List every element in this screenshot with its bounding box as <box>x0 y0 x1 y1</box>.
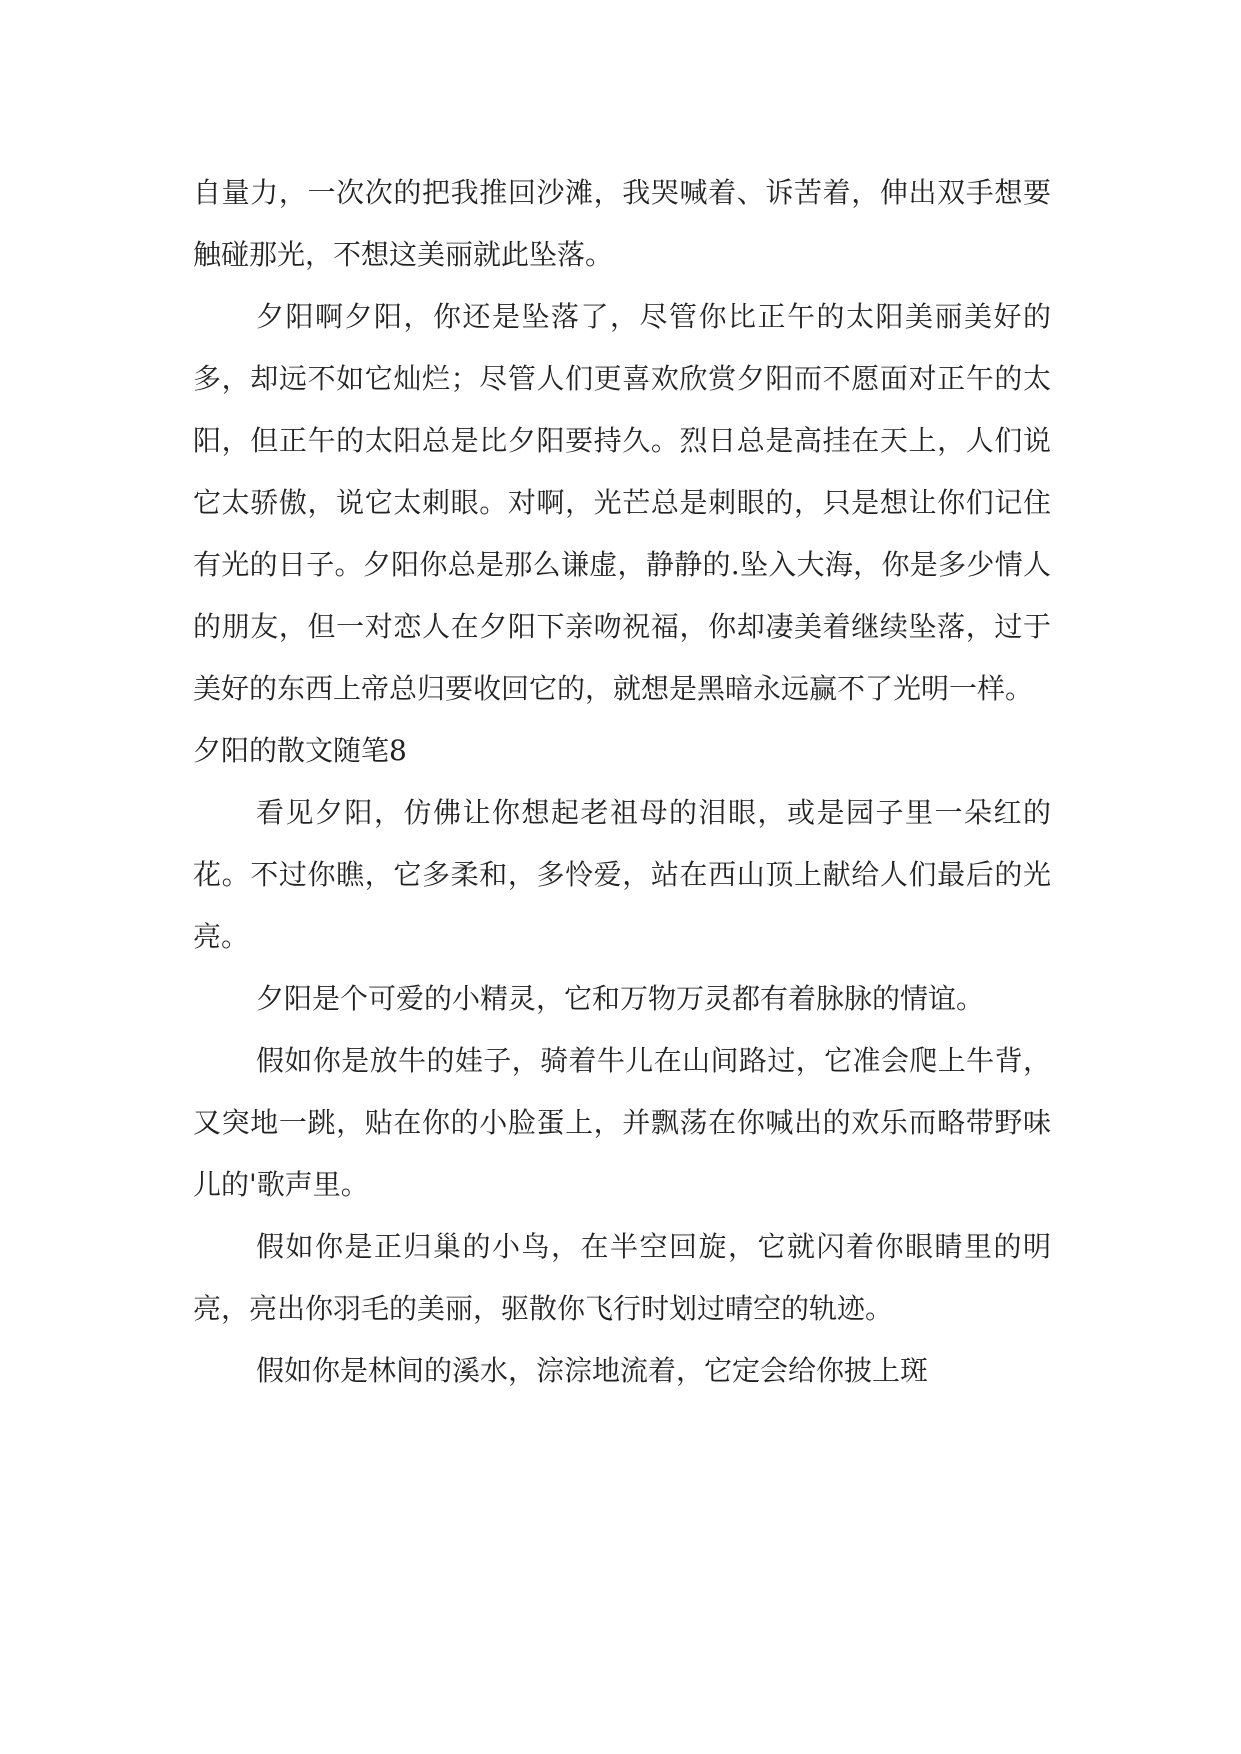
paragraph-4: 夕阳是个可爱的小精灵，它和万物万灵都有着脉脉的情谊。 <box>256 982 985 1015</box>
paragraph-2: 夕阳啊夕阳，你还是坠落了，尽管你比正午的太阳美丽美好的多，却远不如它灿烂；尽管人们更喜欢欣赏夕阳而不愿面对正午的太阳，但正午的太阳总是比夕阳要持久。烈日总是高挂在天上，人们说它太骄傲，说它太刺眼。对啊，光芒总是刺眼的，只是想让你们记住有光的日子。夕阳你总是那么谦虚，静静的.坠入大海，你是多少情人的朋友，但一对恋人在夕阳下亲吻祝福，你却凄美着继续坠落，过于美好的东西上帝总归要收回它的，就想是黑暗永远赢不了光明一样。 <box>193 300 1051 705</box>
paragraph-3: 看见夕阳，仿佛让你想起老祖母的泪眼，或是园子里一朵红的花。不过你瞧，它多柔和，多怜爱，站在西山顶上献给人们最后的光亮。 <box>193 796 1051 953</box>
paragraph-6: 假如你是正归巢的小鸟，在半空回旋，它就闪着你眼睛里的明亮，亮出你羽毛的美丽，驱散你飞行时划过晴空的轨迹。 <box>193 1230 1051 1325</box>
section-heading: 夕阳的散文随笔8 <box>193 734 407 767</box>
paragraph-7: 假如你是林间的溪水，淙淙地流着，它定会给你披上斑 <box>256 1354 929 1387</box>
document-body <box>193 162 1051 1402</box>
paragraph-1: 自量力，一次次的把我推回沙滩，我哭喊着、诉苦着，伸出双手想要触碰那光，不想这美丽就此坠落。 <box>193 176 1051 271</box>
paragraph-5: 假如你是放牛的娃子，骑着牛儿在山间路过，它准会爬上牛背，又突地一跳，贴在你的小脸蛋上，并飘荡在你喊出的欢乐而略带野味儿的'歌声里。 <box>193 1044 1051 1201</box>
